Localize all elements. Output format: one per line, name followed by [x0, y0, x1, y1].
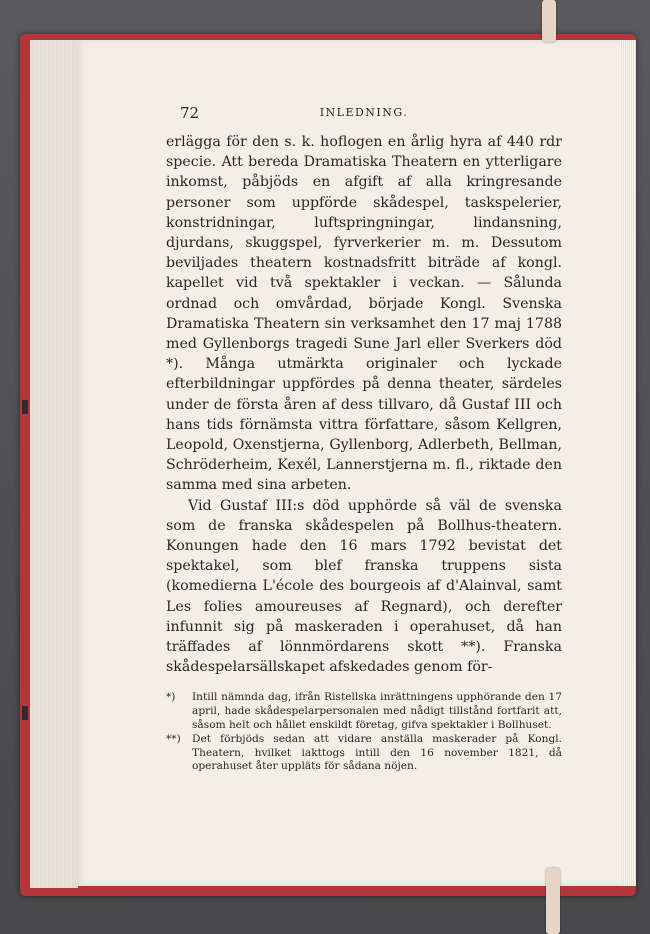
text-block [166, 104, 562, 775]
footnote-text: Intill nämnda dag, ifrån Ristellska inrättningens upphörande den 17 april, hade skådespelarpersonalen med nådigt tillstånd fortfarit att, såsom helt och hållet enskildt företag, gifva spektakler i Bollhuset. [192, 691, 562, 731]
bookmark-tab-top [542, 0, 556, 42]
footnote [166, 691, 562, 732]
margin-mark [22, 706, 28, 720]
bookmark-tab-bottom [546, 868, 560, 934]
footnote [166, 733, 562, 774]
footnote-mark: *) [166, 691, 176, 704]
footnote-text: Det förbjöds sedan att vidare anställa maskerader på Kongl. Theatern, hvilket iakttogs intill den 16 november 1821, då operahuset åter uppläts för sådana nöjen. [192, 733, 562, 773]
page-edge-right [620, 40, 636, 886]
footnotes [166, 691, 562, 774]
page-header [166, 104, 562, 128]
body-text [166, 132, 562, 677]
page-stack-left [30, 40, 78, 888]
page-number: 72 [180, 104, 200, 122]
running-head: INLEDNING. [319, 106, 409, 119]
paragraph-1: erlägga för den s. k. hoflogen en årlig hyra af 440 rdr specie. Att bereda Dramatiska Theatern en ytterligare inkomst, påbjöds en afgift af alla kringresande personer som uppförde skådespel, taskspelerier, konstridningar, luftspringningar, lindansning, djurdans, skuggspel, fyrverkerier m. m. Dessutom beviljades theatern kostnadsfritt biträde af kongl. kapellet vid två spektakler i veckan. — Sålunda ordnad och omvårdad, började Kongl. Svenska Dramatiska Theatern sin verksamhet den 17 maj 1788 med Gyllenborgs tragedi Sune Jarl eller Sverkers död *). Många utmärkta originaler och lyckade efterbildningar uppfördes på denna theater, särdeles under de första åren af dess tillvaro, då Gustaf III och hans tids förnämsta vittra författare, såsom Kellgren, Leopold, Oxenstjerna, Gyllenborg, Adlerbeth, Bellman, Schröderheim, Kexél, Lannerstjerna m. fl., riktade den samma med sina arbeten. [166, 134, 562, 494]
footnote-mark: **) [166, 733, 181, 746]
margin-mark [22, 400, 28, 414]
paragraph-2: Vid Gustaf III:s död upphörde så väl de svenska som de franska skådespelen på Bollhus-theatern. Konungen hade den 16 mars 1792 bevistat det spektakel, som blef franska truppens sista (komedierna L'école des bourgeois af d'Alainval, samt Les folies amoureuses af Regnard), och derefter infunnit sig på maskeraden i operahuset, då han träffades af lönnmördarens skott **). Franska skådespelarsällskapet afskedades genom för- [166, 497, 562, 676]
